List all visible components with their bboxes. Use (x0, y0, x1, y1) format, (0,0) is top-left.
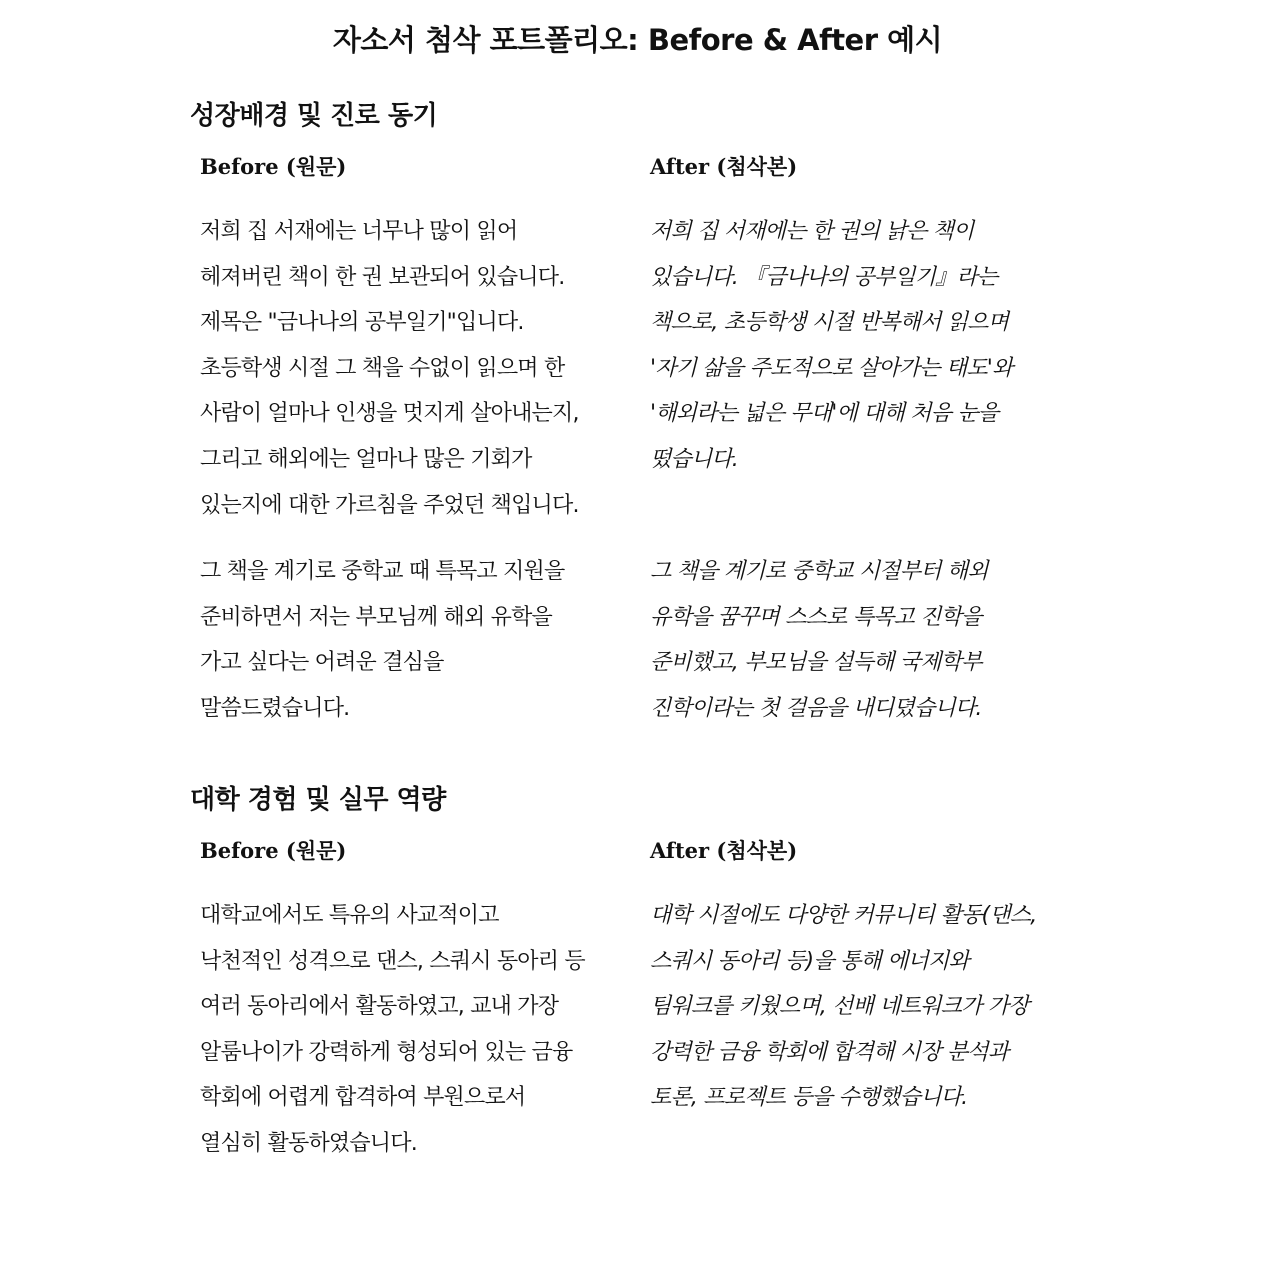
text-line: 준비했고, 부모님을 설득해 국제학부 (650, 650, 982, 676)
text-line: 강력한 금융 학회에 합격해 시장 분석과 (650, 1039, 1009, 1065)
text-line: '해외라는 넓은 무대'에 대해 처음 눈을 (650, 401, 999, 427)
text-line: 여러 동아리에서 활동하였고, 교내 가장 (200, 994, 559, 1020)
text-line: 있습니다. 『금나나의 공부일기』라는 (650, 264, 998, 290)
after-paragraph (650, 209, 1013, 483)
section-heading-university: 대학 경험 및 실무 역량 (190, 785, 446, 815)
text-line: 저희 집 서재에는 한 권의 낡은 책이 (650, 219, 974, 244)
text-line: 말씀드렸습니다. (200, 695, 350, 721)
page-title: 자소서 첨삭 포트폴리오: Before & After 예시 (332, 23, 943, 57)
text-line: 준비하면서 저는 부모님께 해외 유학을 (200, 604, 553, 630)
text-line: 학회에 어렵게 합격하여 부원으로서 (200, 1085, 526, 1111)
after-label: After (첨삭본) (650, 154, 798, 179)
text-line: 대학 시절에도 다양한 커뮤니티 활동(댄스, (650, 903, 1037, 928)
text-line: 떴습니다. (650, 446, 739, 472)
text-line: 낙천적인 성격으로 댄스, 스쿼시 동아리 등 (200, 948, 585, 974)
text-line: 가고 싶다는 어려운 결심을 (200, 650, 444, 676)
text-line: 그 책을 계기로 중학교 때 특목고 지원을 (200, 559, 565, 584)
text-line: '자기 삶을 주도적으로 살아가는 태도'와 (650, 355, 1013, 381)
section-heading-growth: 성장배경 및 진로 동기 (190, 101, 438, 131)
after-label: After (첨삭본) (650, 838, 798, 863)
text-line: 스쿼시 동아리 등)을 통해 에너지와 (650, 948, 969, 974)
before-paragraph (200, 209, 579, 528)
after-paragraph (650, 549, 988, 731)
before-paragraph (200, 893, 585, 1167)
text-line: 진학이라는 첫 걸음을 내디뎠습니다. (650, 695, 982, 721)
text-line: 유학을 꿈꾸며 스스로 특목고 진학을 (650, 604, 982, 630)
text-line: 토론, 프로젝트 등을 수행했습니다. (650, 1085, 968, 1111)
text-line: 초등학생 시절 그 책을 수없이 읽으며 한 (200, 355, 565, 381)
before-label: Before (원문) (200, 154, 347, 179)
text-line: 헤져버린 책이 한 권 보관되어 있습니다. (200, 264, 565, 290)
text-line: 그 책을 계기로 중학교 시절부터 해외 (650, 559, 988, 584)
text-line: 팀워크를 키웠으며, 선배 네트워크가 가장 (650, 994, 1029, 1020)
after-paragraph (650, 893, 1036, 1121)
text-line: 사람이 얼마나 인생을 멋지게 살아내는지, (200, 401, 579, 427)
text-line: 알룸나이가 강력하게 형성되어 있는 금융 (200, 1039, 573, 1065)
text-line: 책으로, 초등학생 시절 반복해서 읽으며 (650, 310, 1009, 336)
before-paragraph (200, 549, 564, 731)
text-line: 저희 집 서재에는 너무나 많이 읽어 (200, 219, 518, 244)
text-line: 대학교에서도 특유의 사교적이고 (200, 903, 499, 928)
before-label: Before (원문) (200, 838, 347, 863)
text-line: 제목은 "금나나의 공부일기"입니다. (200, 310, 524, 336)
text-line: 그리고 해외에는 얼마나 많은 기회가 (200, 446, 532, 472)
text-line: 있는지에 대한 가르침을 주었던 책입니다. (200, 492, 579, 518)
text-line: 열심히 활동하였습니다. (200, 1130, 417, 1156)
